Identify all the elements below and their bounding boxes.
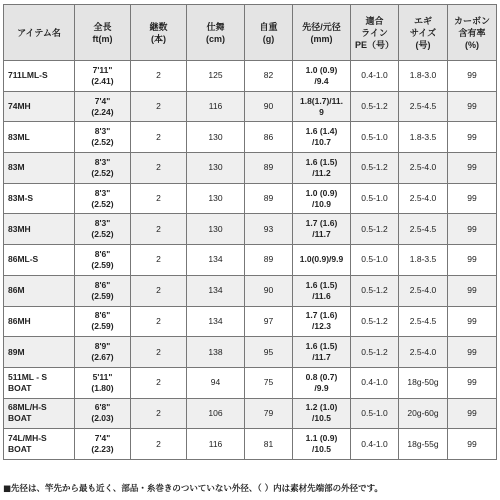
- item-name-cell: [4, 429, 75, 460]
- egi-size-cell: 2.5-4.5: [399, 91, 448, 122]
- carbon-cell: 99: [448, 306, 497, 337]
- pieces-cell: 2: [131, 275, 187, 306]
- column-header-line: 適合: [365, 15, 384, 26]
- tip-diameter-cell: [293, 183, 351, 214]
- length-cell-line: 8'3": [94, 126, 111, 137]
- egi-size-cell: 18g-50g: [399, 367, 448, 398]
- length-cell-line: 7'4": [94, 433, 111, 444]
- item-name-cell-line: BOAT: [8, 382, 32, 393]
- line-pe-cell: 0.4-1.0: [351, 61, 399, 92]
- column-header: [131, 5, 187, 61]
- egi-size-cell: 2.5-4.0: [399, 275, 448, 306]
- egi-size-cell: 1.8-3.0: [399, 61, 448, 92]
- tip-diameter-cell-line: 1.0 (0.9): [305, 187, 338, 198]
- tip-diameter-cell: [293, 367, 351, 398]
- egi-size-cell: 2.5-4.0: [399, 183, 448, 214]
- carbon-cell: 99: [448, 245, 497, 276]
- tip-diameter-cell-line: 1.7 (1.6): [305, 218, 338, 229]
- length-cell: [75, 61, 131, 92]
- item-name-cell-line: 86ML-S: [8, 254, 39, 265]
- length-cell-line: (2.24): [91, 106, 114, 117]
- item-name-cell: [4, 306, 75, 337]
- header-row: [4, 5, 497, 61]
- item-name-cell-line: BOAT: [8, 444, 32, 455]
- carbon-cell: 99: [448, 398, 497, 429]
- table-row: [4, 429, 497, 460]
- item-name-cell: [4, 61, 75, 92]
- column-header-line: 継数: [149, 21, 168, 32]
- length-cell: [75, 429, 131, 460]
- length-cell-line: 8'6": [94, 248, 111, 259]
- length-cell-line: (2.52): [91, 229, 114, 240]
- tip-diameter-cell-line: 1.6 (1.5): [305, 156, 338, 167]
- line-pe-cell: 0.4-1.0: [351, 367, 399, 398]
- item-name-cell-line: 86MH: [8, 315, 31, 326]
- length-cell-line: 8'6": [94, 279, 111, 290]
- table-row: [4, 306, 497, 337]
- egi-size-cell: 2.5-4.5: [399, 214, 448, 245]
- egi-size-cell: 20g-60g: [399, 398, 448, 429]
- item-name-cell-line: 83MH: [8, 223, 31, 234]
- carbon-cell: 99: [448, 61, 497, 92]
- tip-diameter-cell-line: /9.9: [314, 382, 329, 393]
- item-name-cell-line: 68ML/H-S: [8, 402, 47, 413]
- length-cell: [75, 398, 131, 429]
- closed-length-cell: 130: [187, 122, 245, 153]
- closed-length-cell: 130: [187, 214, 245, 245]
- line-pe-cell: 0.5-1.0: [351, 183, 399, 214]
- carbon-cell: 99: [448, 214, 497, 245]
- pieces-cell: 2: [131, 245, 187, 276]
- tip-diameter-cell: [293, 153, 351, 184]
- tip-diameter-cell-line: 1.2 (1.0): [305, 402, 338, 413]
- table-row: [4, 183, 497, 214]
- tip-diameter-cell-line: 1.1 (0.9): [305, 433, 338, 444]
- line-pe-cell: 0.5-1.2: [351, 306, 399, 337]
- tip-diameter-cell-line: /10.7: [312, 137, 331, 148]
- length-cell-line: (2.52): [91, 198, 114, 209]
- column-header: [351, 5, 399, 61]
- closed-length-cell: 125: [187, 61, 245, 92]
- length-cell-line: 8'3": [94, 187, 111, 198]
- egi-size-cell: 1.8-3.5: [399, 122, 448, 153]
- egi-size-cell: 2.5-4.5: [399, 306, 448, 337]
- length-cell-line: (2.52): [91, 137, 114, 148]
- tip-diameter-cell: [293, 337, 351, 368]
- table-row: [4, 214, 497, 245]
- length-cell: [75, 245, 131, 276]
- length-cell: [75, 367, 131, 398]
- tip-diameter-cell-line: 9: [319, 106, 324, 117]
- tip-diameter-cell-line: /9.4: [314, 75, 329, 86]
- carbon-cell: 99: [448, 183, 497, 214]
- item-name-cell-line: 83M: [8, 162, 25, 173]
- length-cell-line: 8'9": [94, 341, 111, 352]
- tip-diameter-cell: [293, 61, 351, 92]
- column-header-line: 含有率: [458, 27, 486, 38]
- carbon-cell: 99: [448, 337, 497, 368]
- table-row: [4, 122, 497, 153]
- length-cell-line: (2.59): [91, 321, 114, 332]
- length-cell: [75, 122, 131, 153]
- item-name-cell: [4, 275, 75, 306]
- table-body: [4, 61, 497, 460]
- tip-diameter-cell: [293, 245, 351, 276]
- table-header: [4, 5, 497, 61]
- tip-diameter-cell: [293, 398, 351, 429]
- closed-length-cell: 116: [187, 91, 245, 122]
- length-cell-line: (2.59): [91, 259, 114, 270]
- item-name-cell-line: 511ML - S: [8, 371, 48, 382]
- table-row: [4, 61, 497, 92]
- length-cell-line: 6'8": [94, 402, 111, 413]
- line-pe-cell: 0.5-1.2: [351, 153, 399, 184]
- column-header-line: サイズ: [409, 27, 437, 38]
- weight-cell: 97: [245, 306, 293, 337]
- pieces-cell: 2: [131, 398, 187, 429]
- weight-cell: 79: [245, 398, 293, 429]
- tip-diameter-cell-line: /11.7: [312, 229, 331, 240]
- closed-length-cell: 130: [187, 183, 245, 214]
- column-header-line: 先径/元径: [302, 21, 341, 32]
- closed-length-cell: 116: [187, 429, 245, 460]
- egi-size-cell: 2.5-4.0: [399, 337, 448, 368]
- pieces-cell: 2: [131, 367, 187, 398]
- carbon-cell: 99: [448, 367, 497, 398]
- tip-diameter-cell-line: /10.5: [312, 413, 331, 424]
- table-row: [4, 275, 497, 306]
- length-cell-line: (2.59): [91, 290, 114, 301]
- line-pe-cell: 0.5-1.2: [351, 275, 399, 306]
- tip-diameter-cell-line: /11.6: [312, 290, 331, 301]
- item-name-cell-line: 86M: [8, 285, 25, 296]
- item-name-cell: [4, 91, 75, 122]
- tip-diameter-cell: [293, 91, 351, 122]
- tip-diameter-cell: [293, 429, 351, 460]
- closed-length-cell: 134: [187, 306, 245, 337]
- tip-diameter-cell-line: 1.6 (1.4): [305, 126, 338, 137]
- length-cell: [75, 214, 131, 245]
- line-pe-cell: 0.5-1.2: [351, 91, 399, 122]
- weight-cell: 93: [245, 214, 293, 245]
- column-header-line: (号): [415, 39, 431, 50]
- item-name-cell: [4, 122, 75, 153]
- table-row: [4, 153, 497, 184]
- weight-cell: 95: [245, 337, 293, 368]
- item-name-cell: [4, 153, 75, 184]
- weight-cell: 89: [245, 153, 293, 184]
- item-name-cell-line: 83M-S: [8, 193, 34, 204]
- spec-table-container: [3, 4, 496, 460]
- item-name-cell: [4, 367, 75, 398]
- column-header-line: 全長: [93, 21, 112, 32]
- length-cell-line: 5'11": [92, 371, 113, 382]
- length-cell-line: (2.41): [91, 75, 114, 86]
- column-header-line: 仕舞: [206, 21, 225, 32]
- tip-diameter-cell: [293, 306, 351, 337]
- length-cell-line: (2.52): [91, 167, 114, 178]
- length-cell-line: (2.23): [91, 444, 114, 455]
- length-cell: [75, 337, 131, 368]
- tip-diameter-cell: [293, 122, 351, 153]
- weight-cell: 89: [245, 245, 293, 276]
- pieces-cell: 2: [131, 91, 187, 122]
- tip-diameter-cell-line: /10.5: [312, 444, 331, 455]
- column-header: [4, 5, 75, 61]
- egi-size-cell: 2.5-4.0: [399, 153, 448, 184]
- item-name-cell-line: BOAT: [8, 413, 32, 424]
- column-header-line: ライン: [361, 27, 388, 38]
- length-cell-line: 8'6": [94, 310, 111, 321]
- tip-diameter-cell-line: /11.2: [312, 167, 331, 178]
- tip-diameter-cell-line: 1.6 (1.5): [305, 279, 338, 290]
- carbon-cell: 99: [448, 153, 497, 184]
- column-header: [187, 5, 245, 61]
- column-header: [245, 5, 293, 61]
- length-cell: [75, 153, 131, 184]
- item-name-cell-line: 89M: [8, 346, 25, 357]
- column-header-line: カーボン: [453, 15, 490, 26]
- tip-diameter-cell-line: /10.9: [312, 198, 331, 209]
- length-cell: [75, 183, 131, 214]
- column-header-line: ft(m): [92, 33, 113, 44]
- pieces-cell: 2: [131, 214, 187, 245]
- length-cell: [75, 275, 131, 306]
- tip-diameter-cell-line: /11.7: [312, 352, 331, 363]
- tip-diameter-cell-line: 1.8(1.7)/11.: [299, 95, 343, 106]
- column-header-line: 自重: [259, 21, 278, 32]
- line-pe-cell: 0.4-1.0: [351, 429, 399, 460]
- column-header-line: (%): [465, 39, 479, 50]
- pieces-cell: 2: [131, 122, 187, 153]
- item-name-cell: [4, 245, 75, 276]
- column-header-line: エギ: [413, 15, 432, 26]
- closed-length-cell: 134: [187, 245, 245, 276]
- column-header: [448, 5, 497, 61]
- tip-diameter-cell: [293, 214, 351, 245]
- egi-size-cell: 1.8-3.5: [399, 245, 448, 276]
- column-header-line: PE（号）: [354, 39, 394, 50]
- footnote: ■先径は、竿先から最も近く、部品・糸巻きのついていない外径、（ ）内は素材先端部の外径です。: [3, 484, 383, 494]
- weight-cell: 81: [245, 429, 293, 460]
- egi-size-cell: 18g-55g: [399, 429, 448, 460]
- item-name-cell: [4, 337, 75, 368]
- carbon-cell: 99: [448, 122, 497, 153]
- length-cell-line: (1.80): [91, 382, 114, 393]
- item-name-cell-line: 74L/MH-S: [8, 433, 47, 444]
- tip-diameter-cell: [293, 275, 351, 306]
- table-row: [4, 398, 497, 429]
- pieces-cell: 2: [131, 337, 187, 368]
- pieces-cell: 2: [131, 429, 187, 460]
- closed-length-cell: 106: [187, 398, 245, 429]
- tip-diameter-cell-line: 1.0 (0.9): [305, 64, 338, 75]
- table-row: [4, 337, 497, 368]
- length-cell: [75, 91, 131, 122]
- tip-diameter-cell-line: 1.0(0.9)/9.9: [299, 254, 344, 265]
- length-cell-line: 7'4": [94, 95, 111, 106]
- tip-diameter-cell-line: /12.3: [312, 321, 331, 332]
- weight-cell: 86: [245, 122, 293, 153]
- table-row: [4, 367, 497, 398]
- column-header-line: (cm): [205, 33, 225, 44]
- weight-cell: 90: [245, 91, 293, 122]
- carbon-cell: 99: [448, 429, 497, 460]
- column-header-line: (本): [151, 33, 166, 44]
- length-cell-line: 7'11": [92, 64, 113, 75]
- line-pe-cell: 0.5-1.0: [351, 122, 399, 153]
- line-pe-cell: 0.5-1.2: [351, 214, 399, 245]
- length-cell-line: 8'3": [94, 218, 111, 229]
- line-pe-cell: 0.5-1.0: [351, 398, 399, 429]
- weight-cell: 89: [245, 183, 293, 214]
- table-row: [4, 91, 497, 122]
- item-name-cell: [4, 214, 75, 245]
- pieces-cell: 2: [131, 306, 187, 337]
- item-name-cell-line: 711LML-S: [8, 70, 48, 81]
- length-cell-line: (2.67): [91, 352, 114, 363]
- item-name-cell: [4, 183, 75, 214]
- tip-diameter-cell-line: 1.6 (1.5): [305, 341, 338, 352]
- closed-length-cell: 130: [187, 153, 245, 184]
- column-header-line: (mm): [310, 33, 333, 44]
- weight-cell: 75: [245, 367, 293, 398]
- rod-spec-table: [3, 4, 497, 460]
- item-name-cell-line: 74MH: [8, 101, 31, 112]
- table-row: [4, 245, 497, 276]
- length-cell-line: (2.03): [91, 413, 114, 424]
- pieces-cell: 2: [131, 183, 187, 214]
- closed-length-cell: 134: [187, 275, 245, 306]
- carbon-cell: 99: [448, 275, 497, 306]
- closed-length-cell: 94: [187, 367, 245, 398]
- tip-diameter-cell-line: 0.8 (0.7): [305, 371, 338, 382]
- weight-cell: 82: [245, 61, 293, 92]
- pieces-cell: 2: [131, 153, 187, 184]
- tip-diameter-cell-line: 1.7 (1.6): [305, 310, 338, 321]
- column-header-line: (g): [262, 33, 275, 44]
- column-header: [75, 5, 131, 61]
- item-name-cell-line: 83ML: [8, 131, 30, 142]
- closed-length-cell: 138: [187, 337, 245, 368]
- column-header: [399, 5, 448, 61]
- carbon-cell: 99: [448, 91, 497, 122]
- pieces-cell: 2: [131, 61, 187, 92]
- column-header-line: アイテム名: [17, 27, 61, 38]
- length-cell-line: 8'3": [94, 156, 111, 167]
- length-cell: [75, 306, 131, 337]
- column-header: [293, 5, 351, 61]
- item-name-cell: [4, 398, 75, 429]
- line-pe-cell: 0.5-1.0: [351, 245, 399, 276]
- weight-cell: 90: [245, 275, 293, 306]
- line-pe-cell: 0.5-1.2: [351, 337, 399, 368]
